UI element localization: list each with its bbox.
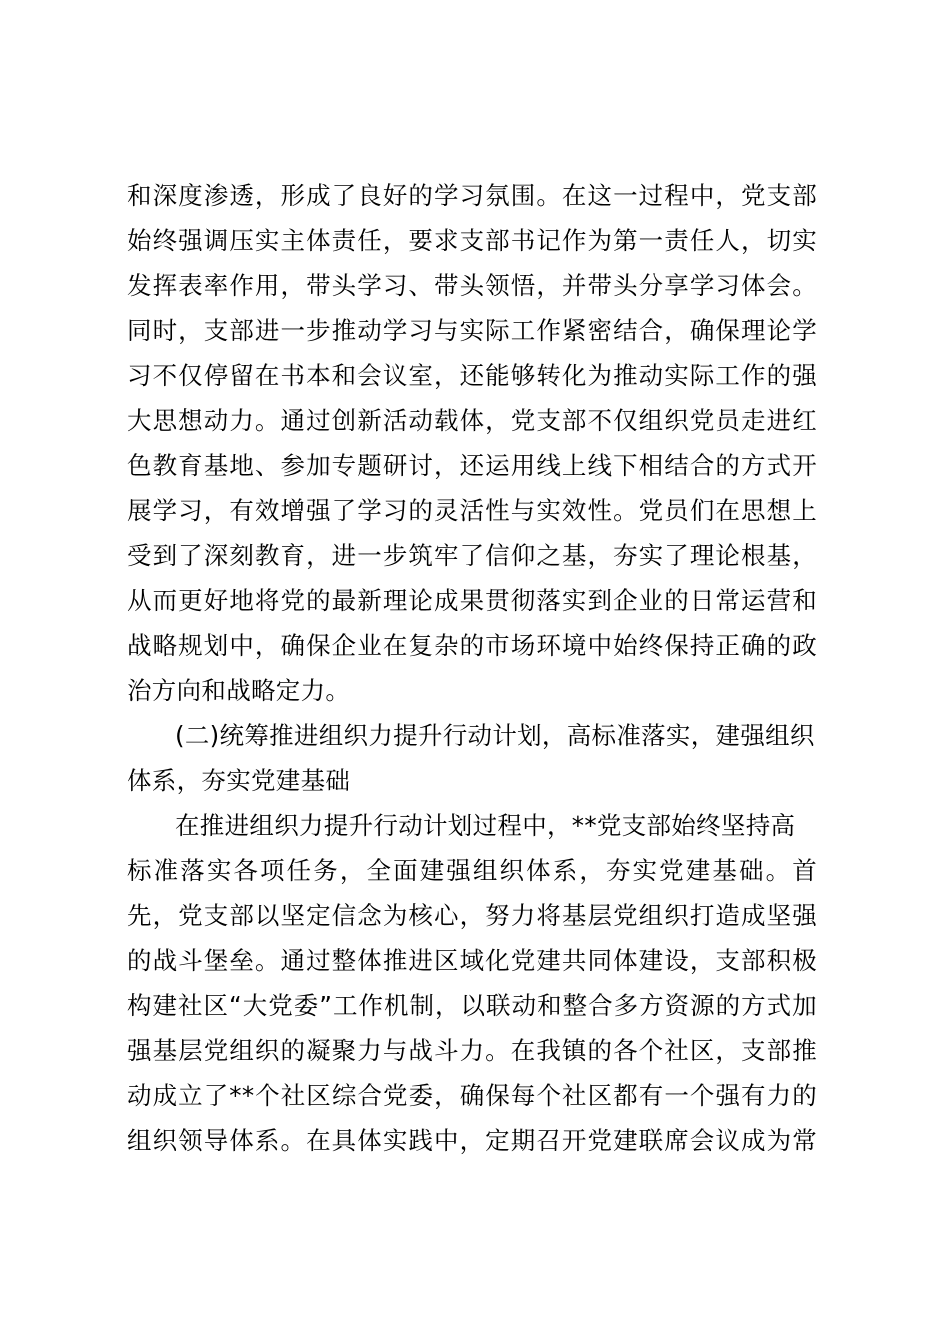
section-heading	[127, 713, 827, 803]
text-line: 的战斗堡垒。通过整体推进区域化党建共同体建设，支部积极	[127, 946, 817, 975]
text-line: 色教育基地、参加专题研讨，还运用线上线下相结合的方式开	[127, 451, 817, 480]
heading-line: 体系，夯实党建基础	[127, 766, 351, 795]
text-line: 展学习，有效增强了学习的灵活性与实效性。党员们在思想上	[127, 496, 817, 525]
text-line: 发挥表率作用，带头学习、带头领悟，并带头分享学习体会。	[127, 271, 817, 300]
paragraph-body	[127, 803, 827, 1163]
text-line: 组织领导体系。在具体实践中，定期召开党建联席会议成为常	[127, 1126, 817, 1155]
heading-line: (二)统筹推进组织力提升行动计划，高标准落实，建强组织	[175, 721, 815, 750]
text-line: 从而更好地将党的最新理论成果贯彻落实到企业的日常运营和	[127, 586, 817, 615]
text-line: 构建社区“大党委”工作机制，以联动和整合多方资源的方式加	[127, 991, 817, 1020]
text-line: 战略规划中，确保企业在复杂的市场环境中始终保持正确的政	[127, 631, 817, 660]
text-line: 在推进组织力提升行动计划过程中，**党支部始终坚持高	[175, 811, 796, 840]
text-line: 强基层党组织的凝聚力与战斗力。在我镇的各个社区，支部推	[127, 1036, 817, 1065]
text-line: 同时，支部进一步推动学习与实际工作紧密结合，确保理论学	[127, 316, 817, 345]
text-line: 和深度渗透，形成了良好的学习氛围。在这一过程中，党支部	[127, 181, 817, 210]
text-line: 标准落实各项任务，全面建强组织体系，夯实党建基础。首	[127, 856, 817, 885]
text-line: 大思想动力。通过创新活动载体，党支部不仅组织党员走进红	[127, 406, 817, 435]
text-line: 先，党支部以坚定信念为核心，努力将基层党组织打造成坚强	[127, 901, 817, 930]
paragraph-continuation	[127, 173, 827, 713]
text-line: 动成立了**个社区综合党委，确保每个社区都有一个强有力的	[127, 1081, 817, 1110]
text-line: 习不仅停留在书本和会议室，还能够转化为推动实际工作的强	[127, 361, 817, 390]
text-line: 受到了深刻教育，进一步筑牢了信仰之基，夯实了理论根基，	[127, 541, 817, 570]
text-line: 始终强调压实主体责任，要求支部书记作为第一责任人，切实	[127, 226, 817, 255]
document-body	[127, 173, 827, 1163]
text-line: 治方向和战略定力。	[127, 676, 351, 705]
